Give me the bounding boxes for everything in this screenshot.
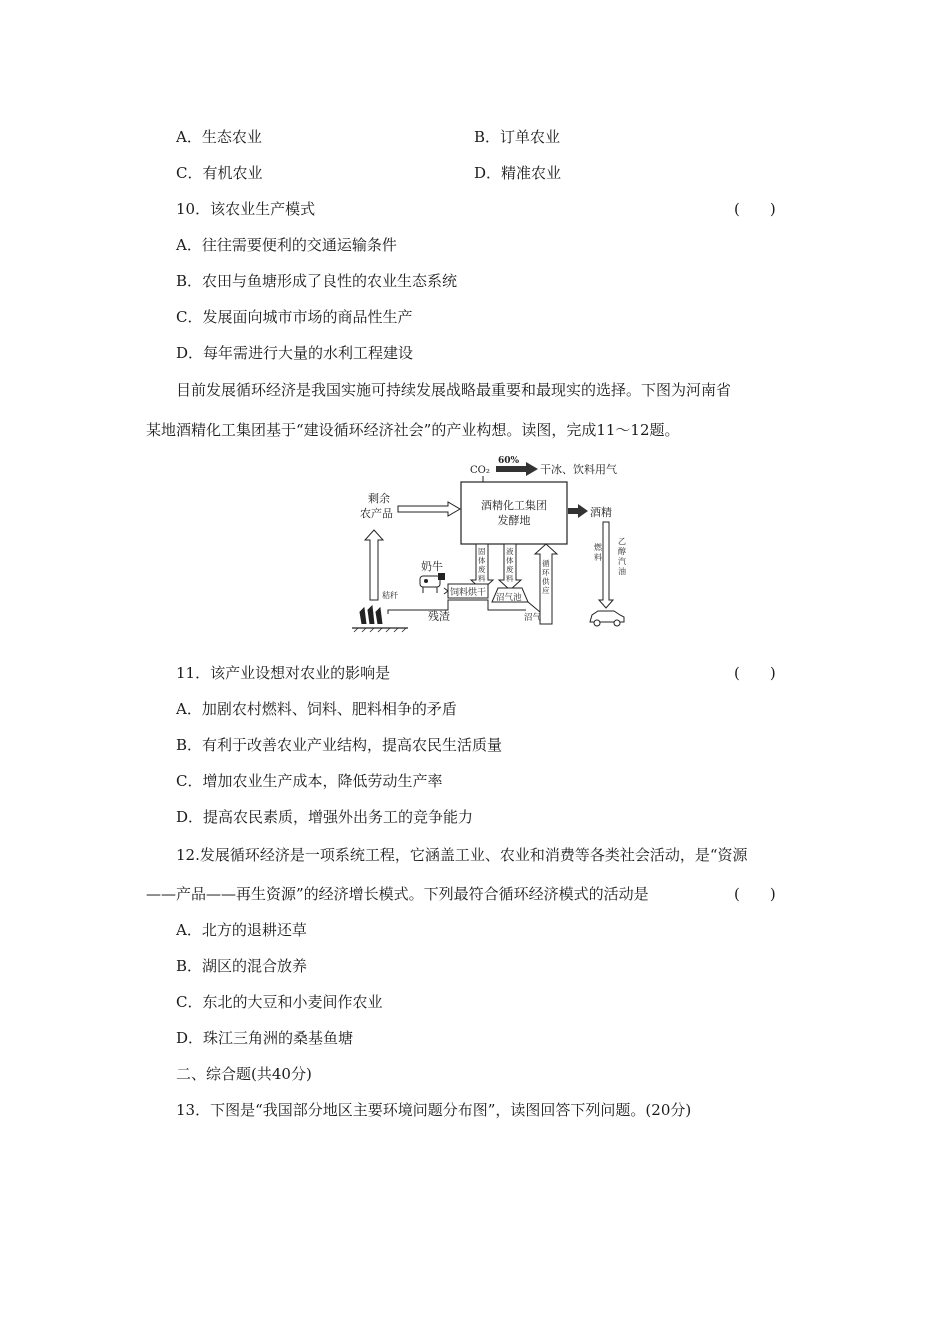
- cow-label: 奶牛: [421, 560, 443, 573]
- cow-icon: [420, 573, 445, 593]
- surplus-arrow: [398, 502, 460, 516]
- residue-label: 残渣: [428, 610, 450, 623]
- surplus-label-2: 农产品: [360, 507, 393, 520]
- feed-dry-label: 饲料烘干: [450, 588, 487, 598]
- q12-answer-paren: ( ): [734, 885, 776, 903]
- q9-option-d: D．精准农业: [474, 164, 562, 182]
- recycle-2: 环: [542, 568, 550, 577]
- liquid-waste-4: 料: [506, 574, 514, 583]
- ethanol-gas-label-1: 乙: [618, 537, 626, 546]
- liquid-waste-2: 体: [506, 556, 514, 565]
- circular-economy-diagram: [348, 452, 638, 636]
- recycle-4: 应: [542, 586, 550, 595]
- alcohol-thick-arrow: [568, 504, 588, 518]
- q10-option-c: C．发展面向城市市场的商品性生产: [176, 308, 413, 326]
- q10-option-d: D．每年需进行大量的水利工程建设: [176, 344, 414, 362]
- q9-option-a: A．生态农业: [176, 128, 262, 146]
- liquid-waste-1: 液: [506, 547, 514, 556]
- q11-option-d: D．提高农民素质，增强外出务工的竞争能力: [176, 808, 474, 826]
- solid-waste-4: 料: [478, 574, 486, 583]
- dry-ice-label: 干冰、饮料用气: [540, 463, 617, 476]
- factory-box: [461, 482, 567, 544]
- solid-waste-1: 固: [478, 547, 486, 556]
- solid-waste-2: 体: [478, 556, 486, 565]
- biogas-line: [528, 602, 540, 612]
- crop-icon: [360, 606, 382, 624]
- q11-option-a: A．加剧农村燃料、饲料、肥料相争的矛盾: [176, 700, 457, 718]
- intro-line-1: 目前发展循环经济是我国实施可持续发展战略最重要和最现实的选择。下图为河南省: [176, 381, 732, 399]
- car-icon: [590, 611, 624, 626]
- section2-title: 二、综合题(共40分): [176, 1065, 312, 1083]
- q10-option-b: B．农田与鱼塘形成了良性的农业生态系统: [176, 272, 458, 290]
- q11-stem: 11．该产业设想对农业的影响是: [176, 664, 391, 682]
- ethanol-gas-label-4: 油: [618, 567, 626, 576]
- q13-stem: 13．下图是“我国部分地区主要环境问题分布图”，读图回答下列问题。(20分): [176, 1101, 692, 1119]
- factory-name: 酒精化工集团: [481, 499, 547, 512]
- solid-waste-3: 废: [478, 565, 486, 574]
- feed-to-cow-arrow: [444, 588, 448, 594]
- recycle-1: 循: [542, 559, 550, 568]
- ethanol-fuel-label-2: 料: [594, 553, 602, 562]
- recycle-3: 供: [542, 577, 550, 586]
- q9-option-b: B．订单农业: [474, 128, 561, 146]
- straw-arrow: [365, 530, 383, 600]
- q10-answer-paren: ( ): [734, 200, 776, 218]
- q12-option-b: B．湖区的混合放养: [176, 957, 308, 975]
- biogas-label: 沼气: [524, 613, 542, 623]
- straw-label: 秸秆: [382, 591, 398, 600]
- factory-sub: 发酵地: [497, 514, 531, 527]
- q12-option-a: A．北方的退耕还草: [176, 921, 307, 939]
- q10-stem: 10．该农业生产模式: [176, 200, 316, 218]
- q11-answer-paren: ( ): [734, 664, 776, 682]
- q12-option-c: C．东北的大豆和小麦间作农业: [176, 993, 383, 1011]
- q11-option-c: C．增加农业生产成本，降低劳动生产率: [176, 772, 443, 790]
- ethanol-fuel-label-1: 燃: [594, 543, 602, 552]
- q12-stem-2: ——产品——再生资源”的经济增长模式。下列最符合循环经济模式的活动是: [146, 885, 649, 903]
- liquid-waste-3: 废: [506, 565, 514, 574]
- co2-label: CO₂: [470, 465, 490, 476]
- alcohol-label: 酒精: [590, 506, 612, 519]
- ethanol-gas-label-2: 醇: [618, 547, 626, 556]
- biogas-pool-label: 沼气池: [496, 593, 522, 603]
- intro-line-2: 某地酒精化工集团基于“建设循环经济社会”的产业构想。读图，完成11～12题。: [146, 421, 680, 439]
- q12-stem-1: 12.发展循环经济是一项系统工程，它涵盖工业、农业和消费等各类社会活动，是“资源: [176, 846, 748, 864]
- ethanol-arrow: [599, 522, 613, 608]
- q9-option-c: C．有机农业: [176, 164, 263, 182]
- q12-option-d: D．珠江三角洲的桑基鱼塘: [176, 1029, 354, 1047]
- percent-label: 60%: [498, 456, 520, 466]
- ethanol-gas-label-3: 汽: [618, 557, 626, 566]
- q11-option-b: B．有利于改善农业产业结构，提高农民生活质量: [176, 736, 503, 754]
- surplus-label-1: 剩余: [368, 492, 390, 505]
- q10-option-a: A．往往需要便利的交通运输条件: [176, 236, 397, 254]
